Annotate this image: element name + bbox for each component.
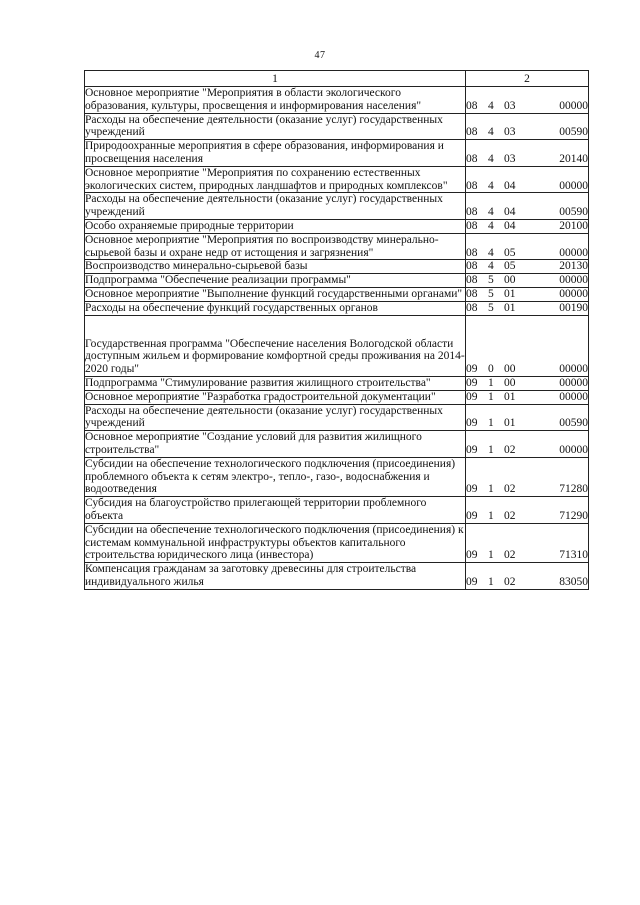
table-row — [85, 497, 589, 524]
expense-item-name: Основное мероприятие "Мероприятия по воспроизводству минерально-сырьевой базы и охране недр от истощения и загрязнения" — [85, 233, 466, 260]
event-code: 02 — [504, 549, 516, 562]
budget-classification-table — [84, 70, 589, 590]
table-row — [85, 274, 589, 288]
section-code: 08 — [466, 219, 478, 232]
direction-code: 00000 — [559, 390, 588, 403]
page-number: 47 — [314, 50, 326, 61]
section-code: 09 — [466, 509, 478, 522]
table-row — [85, 404, 589, 431]
program-code: 4 — [488, 126, 494, 139]
table-row — [85, 87, 589, 114]
expense-item-name: Особо охраняемые природные территории — [85, 219, 466, 233]
event-code: 05 — [504, 246, 516, 259]
table-body — [85, 87, 589, 590]
column-header-1: 1 — [85, 71, 466, 87]
event-code: 01 — [504, 390, 516, 403]
table-row — [85, 315, 589, 376]
expense-item-name: Субсидии на обеспечение технологического подключения (присоединения) проблемного объекта к сетям электро-, тепло-, газо-, водоснабжения и водоотведения — [85, 457, 466, 496]
table-row — [85, 193, 589, 220]
program-code: 4 — [488, 99, 494, 112]
classification-code — [466, 404, 589, 431]
program-code: 1 — [488, 443, 494, 456]
direction-code: 00000 — [559, 443, 588, 456]
section-code: 09 — [466, 363, 478, 376]
classification-code — [466, 523, 589, 562]
classification-code — [466, 376, 589, 390]
table-row — [85, 376, 589, 390]
classification-code — [466, 457, 589, 496]
classification-code — [466, 390, 589, 404]
event-code: 02 — [504, 483, 516, 496]
expense-item-name: Подпрограмма "Стимулирование развития жилищного строительства" — [85, 376, 466, 390]
section-code: 09 — [466, 575, 478, 588]
classification-code — [466, 287, 589, 301]
classification-code — [466, 274, 589, 288]
program-code: 4 — [488, 179, 494, 192]
direction-code: 20100 — [559, 219, 588, 232]
classification-code — [466, 301, 589, 315]
classification-code — [466, 315, 589, 376]
expense-item-name: Основное мероприятие "Создание условий для развития жилищного строительства" — [85, 431, 466, 458]
table-row — [85, 233, 589, 260]
expense-item-name: Компенсация гражданам за заготовку древесины для строительства индивидуального жилья — [85, 563, 466, 590]
event-code: 02 — [504, 443, 516, 456]
direction-code: 71290 — [559, 509, 588, 522]
event-code: 03 — [504, 126, 516, 139]
section-code: 09 — [466, 390, 478, 403]
expense-item-name: Основное мероприятие "Мероприятия в области экологического образования, культуры, просвещения и информирования населения" — [85, 87, 466, 114]
program-code: 1 — [488, 417, 494, 430]
event-code: 00 — [504, 376, 516, 389]
expense-item-name: Основное мероприятие "Выполнение функций государственными органами" — [85, 287, 466, 301]
program-code: 4 — [488, 260, 494, 273]
expense-item-name: Субсидия на благоустройство прилегающей территории проблемного объекта — [85, 497, 466, 524]
classification-code — [466, 193, 589, 220]
section-code: 09 — [466, 549, 478, 562]
expense-item-name: Основное мероприятие "Мероприятия по сохранению естественных экологических систем, природных ландшафтов и природных комплексов" — [85, 166, 466, 193]
program-code: 5 — [488, 287, 494, 300]
direction-code: 00000 — [559, 179, 588, 192]
direction-code: 00590 — [559, 417, 588, 430]
table-row — [85, 523, 589, 562]
table-row — [85, 260, 589, 274]
classification-code — [466, 166, 589, 193]
table-row — [85, 301, 589, 315]
program-code: 5 — [488, 301, 494, 314]
program-code: 4 — [488, 206, 494, 219]
event-code: 00 — [504, 274, 516, 287]
section-code: 09 — [466, 376, 478, 389]
classification-code — [466, 431, 589, 458]
section-code: 09 — [466, 483, 478, 496]
expense-item-name: Основное мероприятие "Разработка градостроительной документации" — [85, 390, 466, 404]
event-code: 04 — [504, 219, 516, 232]
direction-code: 20140 — [559, 152, 588, 165]
classification-code — [466, 113, 589, 140]
event-code: 03 — [504, 152, 516, 165]
column-header-2: 2 — [466, 71, 589, 87]
expense-item-name: Расходы на обеспечение деятельности (оказание услуг) государственных учреждений — [85, 113, 466, 140]
section-code: 08 — [466, 206, 478, 219]
section-code: 08 — [466, 99, 478, 112]
program-code: 1 — [488, 376, 494, 389]
classification-code — [466, 563, 589, 590]
table-row — [85, 457, 589, 496]
section-code: 08 — [466, 246, 478, 259]
classification-code — [466, 260, 589, 274]
section-code: 09 — [466, 443, 478, 456]
expense-item-name: Субсидии на обеспечение технологического подключения (присоединения) к системам коммунальной инфраструктуры объектов капитального строительства юридического лица (инвестора) — [85, 523, 464, 562]
direction-code: 00000 — [559, 363, 588, 376]
section-code: 09 — [466, 417, 478, 430]
direction-code: 83050 — [559, 575, 588, 588]
expense-item-name: Природоохранные мероприятия в сфере образования, информирования и просвещения населения — [85, 140, 466, 167]
section-code: 08 — [466, 179, 478, 192]
program-code: 1 — [488, 549, 494, 562]
program-code: 4 — [488, 219, 494, 232]
program-code: 1 — [488, 390, 494, 403]
section-code: 08 — [466, 287, 478, 300]
program-code: 1 — [488, 483, 494, 496]
event-code: 05 — [504, 260, 516, 273]
event-code: 04 — [504, 179, 516, 192]
program-code: 4 — [488, 152, 494, 165]
classification-code — [466, 87, 589, 114]
table-row — [85, 219, 589, 233]
event-code: 01 — [504, 301, 516, 314]
section-code: 08 — [466, 152, 478, 165]
section-code: 08 — [466, 301, 478, 314]
classification-code — [466, 219, 589, 233]
direction-code: 00000 — [559, 246, 588, 259]
expense-item-name: Расходы на обеспечение деятельности (оказание услуг) государственных учреждений — [85, 404, 466, 431]
section-code: 08 — [466, 274, 478, 287]
table-row — [85, 287, 589, 301]
direction-code: 00000 — [559, 274, 588, 287]
table-header-row — [85, 71, 589, 87]
direction-code: 20130 — [559, 260, 588, 273]
direction-code: 00590 — [559, 206, 588, 219]
table-row — [85, 563, 589, 590]
program-code: 0 — [488, 363, 494, 376]
event-code: 01 — [504, 417, 516, 430]
program-code: 1 — [488, 575, 494, 588]
event-code: 00 — [504, 363, 516, 376]
classification-code — [466, 497, 589, 524]
table-row — [85, 140, 589, 167]
section-code: 08 — [466, 126, 478, 139]
direction-code: 00590 — [559, 126, 588, 139]
classification-code — [466, 140, 589, 167]
expense-item-name: Подпрограмма "Обеспечение реализации программы" — [85, 274, 466, 288]
event-code: 01 — [504, 287, 516, 300]
program-code: 5 — [488, 274, 494, 287]
section-code: 08 — [466, 260, 478, 273]
expense-item-name: Расходы на обеспечение функций государственных органов — [85, 301, 466, 315]
direction-code: 00190 — [559, 301, 588, 314]
event-code: 04 — [504, 206, 516, 219]
direction-code: 71310 — [559, 549, 588, 562]
event-code: 02 — [504, 575, 516, 588]
direction-code: 00000 — [559, 376, 588, 389]
expense-item-name: Государственная программа "Обеспечение населения Вологодской области доступным жильем и формирование комфортной среды проживания на 2014-2020 годы" — [85, 315, 466, 376]
expense-item-name: Воспроизводство минерально-сырьевой базы — [85, 260, 466, 274]
event-code: 03 — [504, 99, 516, 112]
event-code: 02 — [504, 509, 516, 522]
program-code: 1 — [488, 509, 494, 522]
classification-code — [466, 233, 589, 260]
direction-code: 00000 — [559, 99, 588, 112]
direction-code: 00000 — [559, 287, 588, 300]
table-row — [85, 113, 589, 140]
program-code: 4 — [488, 246, 494, 259]
expense-item-name: Расходы на обеспечение деятельности (оказание услуг) государственных учреждений — [85, 193, 466, 220]
table-row — [85, 431, 589, 458]
direction-code: 71280 — [559, 483, 588, 496]
table-row — [85, 390, 589, 404]
table-row — [85, 166, 589, 193]
